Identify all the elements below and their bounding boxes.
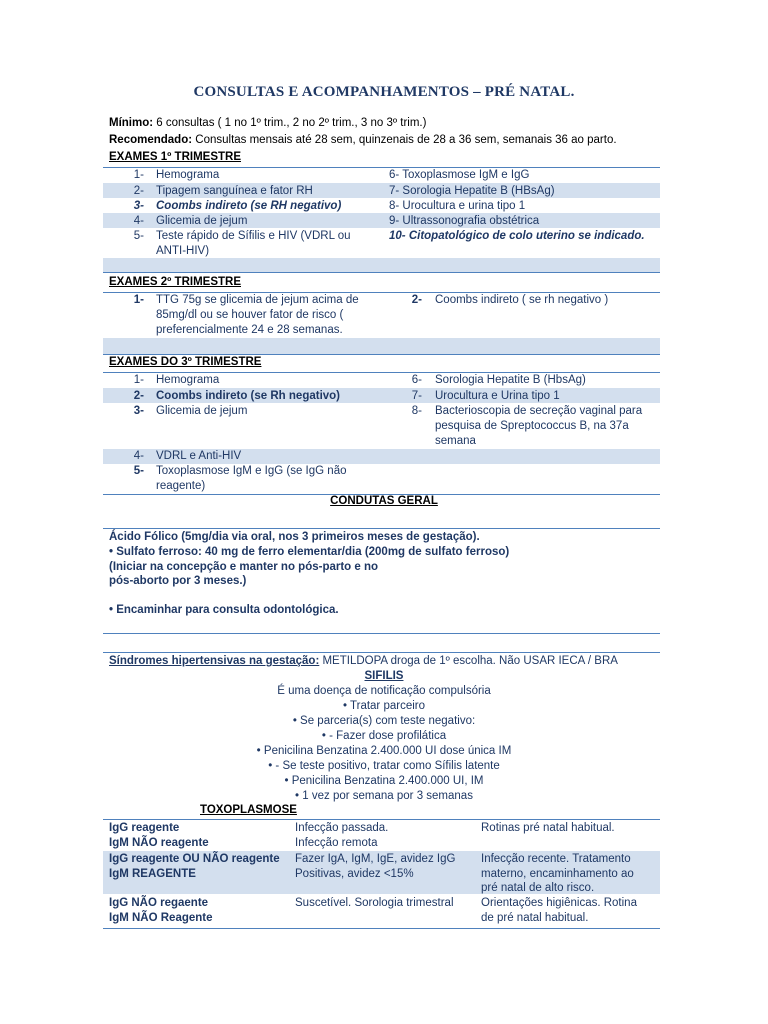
- exam-item: VDRL e Anti-HIV: [156, 450, 242, 462]
- sifilis-title: SIFILIS: [364, 670, 404, 682]
- item-number: 2-: [411, 294, 422, 306]
- item-number: 2-: [133, 390, 144, 402]
- divider: [103, 528, 660, 529]
- exam-item: TTG 75g se glicemia de jejum acima de: [156, 294, 359, 306]
- conduta-line: • Encaminhar para consulta odontológica.: [109, 604, 339, 616]
- toxo-cell-c: pré natal de alto risco.: [481, 882, 595, 894]
- item-number: 1-: [133, 374, 144, 386]
- sifilis-line: • Tratar parceiro: [343, 700, 425, 712]
- exam-item: 10- Citopatológico de colo uterino se indicado.: [389, 230, 645, 242]
- toxo-cell-c: Orientações higiênicas. Rotina: [481, 897, 637, 909]
- toxo-cell-c: de pré natal habitual.: [481, 912, 589, 924]
- exam-item: Toxoplasmose IgM e IgG (se IgG não: [156, 465, 347, 477]
- sifilis-line: • Se parceria(s) com teste negativo:: [292, 715, 476, 727]
- sifilis-line: • Penicilina Benzatina 2.400.000 UI dose única IM: [256, 745, 512, 757]
- exam-item: Coombs indireto (se Rh negativo): [156, 390, 341, 402]
- toxo-cell-c: Rotinas pré natal habitual.: [481, 822, 615, 834]
- exam-item-cont: pesquisa de Spreptococcus B, na 37a: [435, 420, 629, 432]
- exam-item-cont: reagente): [156, 480, 206, 492]
- exam-item: Hemograma: [156, 374, 220, 386]
- item-number: 5-: [133, 465, 144, 477]
- trim1-title: EXAMES 1º TRIMESTRE: [109, 151, 241, 163]
- sindromes-text: METILDOPA droga de 1º escolha. Não USAR IECA / BRA: [319, 655, 618, 667]
- exam-item: Urocultura e Urina tipo 1: [435, 390, 560, 402]
- exam-item: Coombs indireto ( se rh negativo ): [435, 294, 609, 306]
- trim3-title: EXAMES DO 3º TRIMESTRE: [109, 356, 262, 368]
- exam-item: Teste rápido de Sífilis e HIV (VDRL ou: [156, 230, 351, 242]
- toxo-cell-b: Positivas, avidez <15%: [295, 868, 414, 880]
- divider: [103, 928, 660, 929]
- exam-item: Coombs indireto (se RH negativo): [156, 200, 342, 212]
- item-number: 5-: [133, 230, 144, 242]
- row-band: [103, 338, 660, 354]
- sifilis-line: • - Se teste positivo, tratar como Sífilis latente: [268, 760, 500, 772]
- item-number: 3-: [133, 405, 144, 417]
- sindromes-label: Síndromes hipertensivas na gestação:: [109, 655, 320, 667]
- exam-item: 9- Ultrassonografia obstétrica: [389, 215, 540, 227]
- minimo-label: Mínimo:: [109, 117, 154, 129]
- item-number: 8-: [411, 405, 422, 417]
- divider: [103, 652, 660, 653]
- item-number: 1-: [133, 169, 144, 181]
- toxo-cell-b: Suscetível. Sorologia trimestral: [295, 897, 454, 909]
- exam-item-cont: 85mg/dl ou se houver fator de risco (: [156, 309, 344, 321]
- exam-item-cont: preferencialmente 24 e 28 semanas.: [156, 324, 343, 336]
- condutas-title: CONDUTAS GERAL: [330, 495, 438, 507]
- exam-item: Glicemia de jejum: [156, 405, 248, 417]
- item-number: 6-: [411, 374, 422, 386]
- exam-item: 7- Sorologia Hepatite B (HBsAg): [389, 185, 555, 197]
- recomendado-text: Consultas mensais até 28 sem, quinzenais de 28 a 36 sem, semanais 36 ao parto.: [192, 134, 617, 146]
- item-number: 1-: [133, 294, 144, 306]
- sifilis-line: • Penicilina Benzatina 2.400.000 UI, IM: [284, 775, 484, 787]
- conduta-line: (Iniciar na concepção e manter no pós-parto e no: [109, 561, 379, 573]
- toxo-cell-b: Fazer IgA, IgM, IgE, avidez IgG: [295, 853, 456, 865]
- toxo-cell-a: IgG reagente OU NÃO reagente: [109, 853, 280, 865]
- minimo-text: 6 consultas ( 1 no 1º trim., 2 no 2º trim., 3 no 3º trim.): [153, 117, 427, 129]
- sifilis-line: • 1 vez por semana por 3 semanas: [295, 790, 473, 802]
- minimo-line: [109, 117, 426, 129]
- item-number: 4-: [133, 215, 144, 227]
- toxo-cell-a: IgM NÃO reagente: [109, 837, 209, 849]
- exam-item: 6- Toxoplasmose IgM e IgG: [389, 169, 530, 181]
- exam-item-cont: semana: [435, 435, 476, 447]
- toxo-cell-c: Infecção recente. Tratamento: [481, 853, 631, 865]
- item-number: 4-: [133, 450, 144, 462]
- page-title: CONSULTAS E ACOMPANHAMENTOS – PRÉ NATAL.: [193, 84, 575, 100]
- exam-item-cont: ANTI-HIV): [156, 245, 210, 257]
- toxo-title: TOXOPLASMOSE: [200, 804, 297, 816]
- toxo-cell-a: IgM NÃO Reagente: [109, 912, 213, 924]
- recomendado-line: [109, 134, 617, 146]
- toxo-cell-b: Infecção passada.: [295, 822, 389, 834]
- sindromes-line: [109, 654, 618, 669]
- toxo-cell-a: IgG NÃO regaente: [109, 897, 209, 909]
- exam-item: Bacterioscopia de secreção vaginal para: [435, 405, 643, 417]
- conduta-line: • Sulfato ferroso: 40 mg de ferro elementar/dia (200mg de sulfato ferroso): [109, 546, 510, 558]
- item-number: 3-: [133, 200, 144, 212]
- row-band: [103, 258, 660, 272]
- exam-item: Tipagem sanguínea e fator RH: [156, 185, 313, 197]
- exam-item: 8- Urocultura e urina tipo 1: [389, 200, 526, 212]
- sifilis-line: • - Fazer dose profilática: [321, 730, 447, 742]
- conduta-line: Ácido Fólico (5mg/dia via oral, nos 3 primeiros meses de gestação).: [109, 531, 480, 543]
- item-number: 7-: [411, 390, 422, 402]
- exam-item: Glicemia de jejum: [156, 215, 248, 227]
- toxo-cell-b: Infecção remota: [295, 837, 378, 849]
- conduta-line: pós-aborto por 3 meses.): [109, 575, 247, 587]
- divider: [103, 633, 660, 634]
- divider: [103, 272, 660, 273]
- trim2-title: EXAMES 2º TRIMESTRE: [109, 276, 241, 288]
- item-number: 2-: [133, 185, 144, 197]
- exam-item: Sorologia Hepatite B (HbsAg): [435, 374, 586, 386]
- divider: [103, 819, 660, 820]
- toxo-cell-a: IgM REAGENTE: [109, 868, 196, 880]
- toxo-cell-c: materno, encaminhamento ao: [481, 868, 634, 880]
- exam-item: Hemograma: [156, 169, 220, 181]
- sifilis-line: É uma doença de notificação compulsória: [277, 685, 491, 697]
- toxo-cell-a: IgG reagente: [109, 822, 180, 834]
- recomendado-label: Recomendado:: [109, 134, 193, 146]
- divider: [103, 354, 660, 355]
